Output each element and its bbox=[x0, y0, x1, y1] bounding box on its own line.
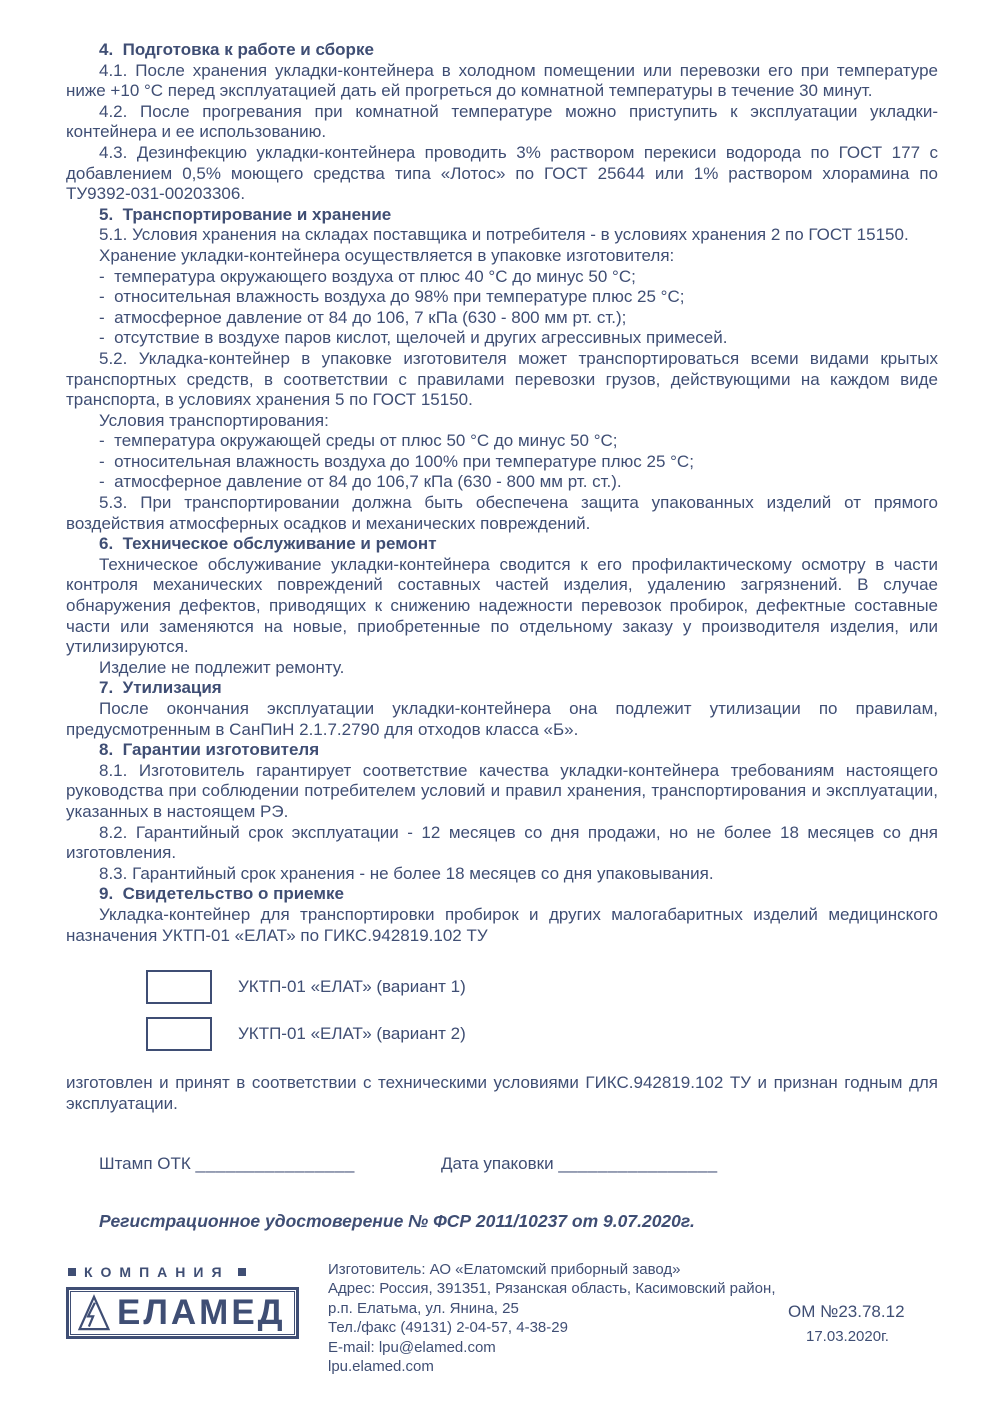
transport-conditions-intro: Условия транспортирования: bbox=[99, 410, 329, 430]
acceptance-intro-paragraph: Укладка-контейнер для транспортировки пробирок и других малогабаритных изделий медицинского назначения УКТП-01 «ЕЛАТ» по ГИКС.942819.102 ТУ bbox=[66, 904, 938, 945]
logo-company-line bbox=[66, 1262, 312, 1283]
paragraph-5-1: 5.1. Условия хранения на складах поставщика и потребителя - в условиях хранения 2 по ГОСТ 15150. bbox=[99, 225, 909, 245]
paragraph-5-3: 5.3. При транспортировании должна быть обеспечена защита упакованных изделий от прямого воздействия атмосферных осадков и механических повреждений. bbox=[66, 493, 938, 533]
paragraph-8-3: 8.3. Гарантийный срок хранения - не более 18 месяцев со дня упаковывания. bbox=[99, 863, 714, 883]
elamed-logo bbox=[66, 1260, 312, 1340]
manufacturer-phone-line: Тел./факс (49131) 2-04-57, 4-38-29 bbox=[328, 1319, 568, 1337]
packing-date-label: Дата упаковки bbox=[441, 1154, 554, 1174]
logo-company-text: КОМПАНИЯ bbox=[84, 1263, 230, 1280]
logo-square-right-icon bbox=[238, 1268, 246, 1276]
stamp-otk-blank: ________________ bbox=[195, 1154, 355, 1174]
manufacturer-email-line: E-mail: lpu@elamed.com bbox=[328, 1338, 496, 1356]
registration-certificate: Регистрационное удостоверение № ФСР 2011/10237 от 9.07.2020г. bbox=[99, 1210, 695, 1231]
stamp-row bbox=[66, 1154, 938, 1175]
manufacturer-address-line: Адрес: Россия, 391351, Рязанская область, Касимовский район, bbox=[328, 1280, 776, 1298]
transport-condition-item: - относительная влажность воздуха до 100% при температуре плюс 25 °С; bbox=[99, 451, 694, 471]
paragraph-5-2: 5.2. Укладка-контейнер в упаковке изготовителя может транспортироваться всеми видами крытых транспортных средств, в соответствии с правилами перевозки грузов, действующими на каждом виде транспорта, в условиях хранения 5 по ГОСТ 15150. bbox=[66, 348, 938, 410]
variant-1-row bbox=[146, 970, 938, 1004]
paragraph-8-1: 8.1. Изготовитель гарантирует соответствие качества укладки-контейнера требованиям настоящего руководства при соблюдении потребителем условий и правил хранения, транспортирования и эксплуатации, указанных в настоящем РЭ. bbox=[66, 760, 938, 821]
stamp-otk-field bbox=[99, 1154, 441, 1175]
variant-2-row bbox=[146, 1017, 938, 1051]
acceptance-statement: изготовлен и принят в соответствии с техническими условиями ГИКС.942819.102 ТУ и признан годным для эксплуатации. bbox=[66, 1073, 938, 1113]
manufacturer-line: Изготовитель: АО «Елатомский приборный завод» bbox=[328, 1260, 681, 1278]
transport-condition-item: - атмосферное давление от 84 до 106,7 кПа (630 - 800 мм рт. ст.). bbox=[99, 472, 622, 492]
doc-number: ОМ №23.78.12 bbox=[788, 1301, 905, 1321]
manufacturer-website-line: lpu.elamed.com bbox=[328, 1358, 434, 1376]
storage-condition-item: - относительная влажность воздуха до 98% при температуре плюс 25 °С; bbox=[99, 287, 685, 307]
paragraph-4-3: 4.3. Дезинфекцию укладки-контейнера проводить 3% раствором перекиси водорода по ГОСТ 177 с добавлением 0,5% моющего средства типа «Лотос» по ГОСТ 25644 или 1% раствором хлорамина по ТУ9392-031-00203306. bbox=[66, 142, 938, 204]
storage-condition-item: - отсутствие в воздухе паров кислот, щелочей и других агрессивных примесей. bbox=[99, 328, 728, 348]
logo-square-left-icon bbox=[68, 1268, 76, 1276]
footer bbox=[66, 1260, 938, 1378]
section-5-heading: 5. Транспортирование и хранение bbox=[99, 204, 392, 224]
paragraph-4-1: 4.1. После хранения укладки-контейнера в холодном помещении или перевозки его при температуре ниже +10 °С перед эксплуатацией дать ей прогреться до комнатной температуры в течение 30 минут. bbox=[66, 60, 938, 101]
variant-1-checkbox[interactable] bbox=[146, 970, 212, 1004]
packing-date-field bbox=[441, 1154, 783, 1175]
section-7-heading: 7. Утилизация bbox=[99, 678, 222, 698]
manufacturer-info bbox=[312, 1260, 788, 1378]
paragraph-7-1: После окончания эксплуатации укладки-контейнера она подлежит утилизации по правилам, предусмотренным в СанПиН 2.1.7.2790 для отходов класса «Б». bbox=[66, 699, 938, 739]
section-4-heading: 4. Подготовка к работе и сборке bbox=[99, 40, 374, 59]
manufacturer-address-line-2: р.п. Елатьма, ул. Янина, 25 bbox=[328, 1299, 519, 1317]
logo-brand-text: ЕЛАМЕД bbox=[117, 1292, 286, 1332]
storage-condition-item: - температура окружающего воздуха от плюс 40 °С до минус 50 °С; bbox=[99, 266, 636, 286]
section-9-heading: 9. Свидетельство о приемке bbox=[99, 884, 344, 904]
storage-conditions-intro: Хранение укладки-контейнера осуществляется в упаковке изготовителя: bbox=[99, 245, 675, 265]
document-reference bbox=[788, 1302, 938, 1348]
lightning-bolt-icon bbox=[77, 1293, 111, 1333]
storage-condition-item: - атмосферное давление от 84 до 106, 7 кПа (630 - 800 мм рт. ст.); bbox=[99, 307, 627, 327]
paragraph-6-1: Техническое обслуживание укладки-контейнера сводится к его профилактическому осмотру в части контроля механических повреждений составных частей изделия, удалению загрязнений. В случае обнаружения дефектов, приводящих к снижению надежности перевозок пробирок, дефектные составные части или заменяются на новые, приобретенные по отдельному заказу у производителя изделия, или утилизируются. bbox=[66, 554, 938, 657]
stamp-otk-label: Штамп ОТК bbox=[99, 1154, 191, 1174]
transport-condition-item: - температура окружающей среды от плюс 50 °С до минус 50 °С; bbox=[99, 431, 618, 451]
section-8-heading: 8. Гарантии изготовителя bbox=[99, 740, 320, 760]
paragraph-8-2: 8.2. Гарантийный срок эксплуатации - 12 месяцев со дня продажи, но не более 18 месяцев со дня изготовления. bbox=[66, 822, 938, 863]
variant-2-checkbox[interactable] bbox=[146, 1017, 212, 1051]
variant-2-label: УКТП-01 «ЕЛАТ» (вариант 2) bbox=[238, 1023, 466, 1043]
doc-date: 17.03.2020г. bbox=[806, 1328, 889, 1346]
paragraph-6-2: Изделие не подлежит ремонту. bbox=[99, 657, 345, 677]
variant-options bbox=[146, 970, 938, 1051]
packing-date-blank: ________________ bbox=[558, 1154, 718, 1174]
variant-1-label: УКТП-01 «ЕЛАТ» (вариант 1) bbox=[238, 976, 466, 996]
paragraph-4-2: 4.2. После прогревания при комнатной температуре можно приступить к эксплуатации укладки-контейнера и ее использованию. bbox=[66, 101, 938, 142]
logo-box bbox=[66, 1287, 299, 1339]
section-6-heading: 6. Техническое обслуживание и ремонт bbox=[99, 534, 437, 554]
